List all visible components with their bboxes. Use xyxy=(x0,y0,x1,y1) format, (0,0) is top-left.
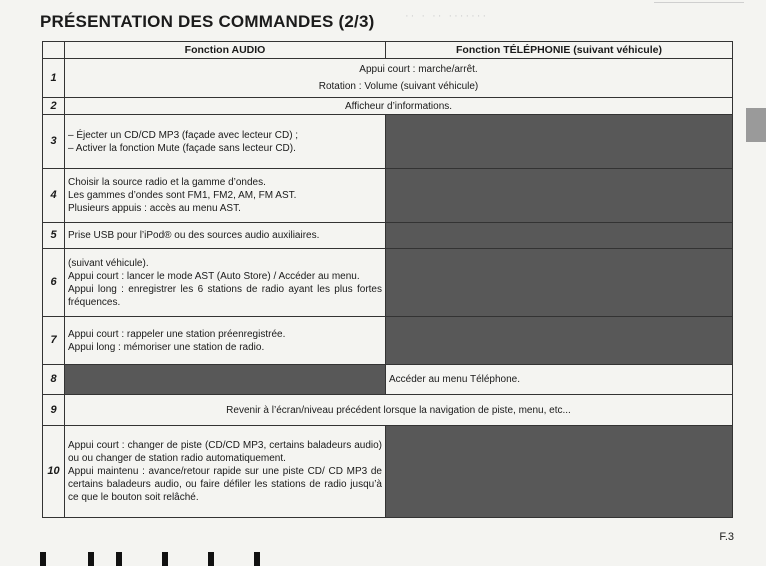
page-title: PRÉSENTATION DES COMMANDES (2/3) xyxy=(40,12,375,31)
controls-table xyxy=(42,41,733,518)
row-number: 2 xyxy=(43,98,65,115)
row-phone-empty xyxy=(386,223,733,249)
row-audio: Prise USB pour l’iPod® ou des sources audio auxiliaires. xyxy=(65,223,386,249)
row-text: Afficheur d’informations. xyxy=(65,98,733,115)
row-text: Appui court : marche/arrêt. Rotation : Volume (suivant véhicule) xyxy=(65,59,733,98)
table-row xyxy=(43,169,733,223)
registration-marks xyxy=(30,550,290,566)
row-audio: Appui court : changer de piste (CD/CD MP3, certains baladeurs audio) ou ou changer de station radio automatiquement. Appui maintenu : avance/retour rapide sur une piste CD/ CD MP3 de certains baladeurs audio, ou faire défiler les stations de radio jusqu’à ce que le bouton soit relâché. xyxy=(65,426,386,518)
top-rule xyxy=(654,2,744,3)
row-number: 3 xyxy=(43,115,65,169)
bleed-through-text: ·· · ·· ······· xyxy=(405,10,489,22)
row-phone-empty xyxy=(386,426,733,518)
header-phone: Fonction TÉLÉPHONIE (suivant véhicule) xyxy=(386,42,733,59)
row-number: 8 xyxy=(43,365,65,395)
row-number: 10 xyxy=(43,426,65,518)
table-row xyxy=(43,223,733,249)
row-number: 5 xyxy=(43,223,65,249)
row-number: 4 xyxy=(43,169,65,223)
row-audio: Appui court : rappeler une station préenregistrée. Appui long : mémoriser une station de radio. xyxy=(65,317,386,365)
table-row xyxy=(43,115,733,169)
row-number: 7 xyxy=(43,317,65,365)
row-phone-empty xyxy=(386,317,733,365)
row-audio: – Éjecter un CD/CD MP3 (façade avec lecteur CD) ; – Activer la fonction Mute (façade sans lecteur CD). xyxy=(65,115,386,169)
thumb-tab xyxy=(746,108,766,142)
row-text: Revenir à l’écran/niveau précédent lorsque la navigation de piste, menu, etc... xyxy=(65,395,733,426)
table-row xyxy=(43,426,733,518)
row-phone-empty xyxy=(386,169,733,223)
header-blank xyxy=(43,42,65,59)
row-audio-empty xyxy=(65,365,386,395)
row-number: 9 xyxy=(43,395,65,426)
table-row xyxy=(43,98,733,115)
row-phone-empty xyxy=(386,115,733,169)
row-number: 1 xyxy=(43,59,65,98)
page-number: F.3 xyxy=(719,531,734,543)
row-audio: (suivant véhicule). Appui court : lancer le mode AST (Auto Store) / Accéder au menu. Appui long : enregistrer les 6 stations de radio ayant les plus fortes fréquences. xyxy=(65,249,386,317)
table-row xyxy=(43,395,733,426)
table-row xyxy=(43,317,733,365)
row-number: 6 xyxy=(43,249,65,317)
table-header-row xyxy=(43,42,733,59)
table-row xyxy=(43,249,733,317)
row-audio: Choisir la source radio et la gamme d’ondes. Les gammes d’ondes sont FM1, FM2, AM, FM AST. Plusieurs appuis : accès au menu AST. xyxy=(65,169,386,223)
table-row xyxy=(43,365,733,395)
header-audio: Fonction AUDIO xyxy=(65,42,386,59)
row-phone-empty xyxy=(386,249,733,317)
row-phone: Accéder au menu Téléphone. xyxy=(386,365,733,395)
table-row xyxy=(43,59,733,98)
